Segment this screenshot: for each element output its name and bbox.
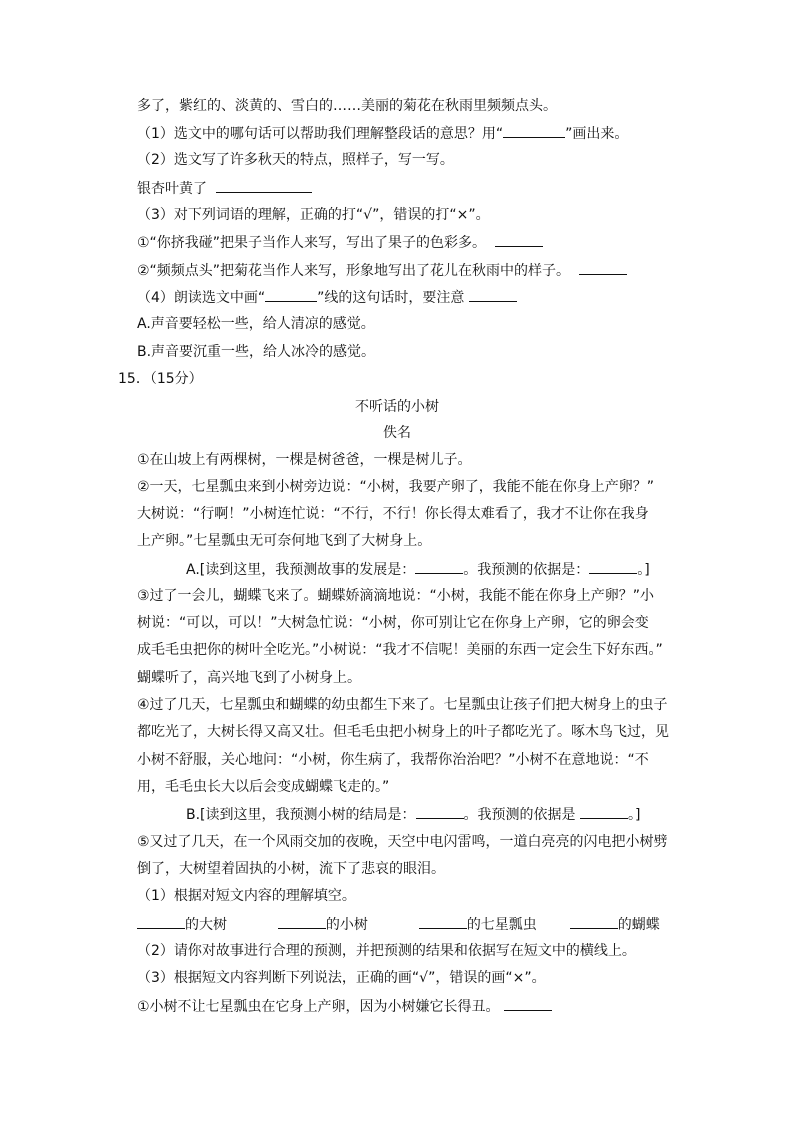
paragraph-3-line-2: 树说：“可以，可以！”大树急忙说：“小树，你可别让它在你身上产卵，它的卵会变 xyxy=(137,615,649,631)
sub-question-3-item-1 xyxy=(137,996,552,1016)
answer-blank[interactable] xyxy=(469,287,517,302)
story-title: 不听话的小树 xyxy=(355,399,439,415)
question-1-end: ”画出来。 xyxy=(565,126,629,142)
question-3: （3）对下列词语的理解，正确的打“√”，错误的打“×”。 xyxy=(137,207,490,223)
answer-blank[interactable] xyxy=(503,123,565,138)
note-text: 。] xyxy=(637,562,650,578)
paragraph-3-line-1: ③过了一会儿，蝴蝶飞来了。蝴蝶娇滴滴地说：“小树，我能不能在你身上产卵？”小 xyxy=(137,588,655,604)
paragraph-2-line-1: ②一天，七星瓢虫来到小树旁边说：“小树，我要产卵了，我能不能在你身上产卵？” xyxy=(137,479,655,495)
question-4-text-a: （4）朗读选文中画“ xyxy=(137,290,266,306)
example-text: 银杏叶黄了 xyxy=(137,181,207,197)
paragraph-4-line-4: 用，毛毛虫长大以后会变成蝴蝶飞走的。” xyxy=(137,779,390,795)
paragraph-5-line-1: ⑤又过了几天，在一个风雨交加的夜晚，天空中电闪雷鸣，一道白亮亮的闪电把小树劈 xyxy=(137,834,668,850)
question-2: （2）选文写了许多秋天的特点，照样子，写一写。 xyxy=(137,152,454,168)
item-text: ①“你挤我碰”把果子当作人来写，写出了果子的色彩多。 xyxy=(137,235,487,251)
note-text: 。] xyxy=(627,807,641,823)
paragraph-2-line-3: 上产卵。”七星瓢虫无可奈何地飞到了大树身上。 xyxy=(137,533,432,549)
question-2-example xyxy=(137,178,312,198)
answer-blank[interactable] xyxy=(265,287,317,302)
passage-last-line: 多了，紫红的、淡黄的、雪白的……美丽的菊花在秋雨里频频点头。 xyxy=(137,98,557,114)
note-text: 。我预测的依据是 xyxy=(463,807,576,823)
answer-blank[interactable] xyxy=(570,914,618,929)
answer-blank[interactable] xyxy=(416,804,464,819)
note-text: B.[读到这里，我预测小树的结局是： xyxy=(186,807,416,823)
paragraph-4-line-3: 小树不舒服，关心地问：“小树，你生病了，我帮你治治吧？”小树不在意地说：“不 xyxy=(137,752,649,768)
sub-question-3: （3）根据短文内容判断下列说法，正确的画“√”，错误的画“×”。 xyxy=(137,970,546,986)
prediction-note-b xyxy=(186,804,640,824)
answer-blank[interactable] xyxy=(216,178,312,193)
paragraph-5-line-2: 倒了，大树望着固执的小树，流下了悲哀的眼泪。 xyxy=(137,861,445,877)
question-3-item-2 xyxy=(137,260,627,280)
answer-blank[interactable] xyxy=(415,559,463,574)
answer-blank[interactable] xyxy=(504,996,552,1011)
fill-label: 的七星瓢虫 xyxy=(466,917,537,933)
answer-blank[interactable] xyxy=(589,559,637,574)
paragraph-1: ①在山坡上有两棵树，一棵是树爸爸，一棵是树儿子。 xyxy=(137,452,472,468)
fill-label: 的蝴蝶 xyxy=(617,917,660,933)
option-a: A.声音要轻松一些，给人清凉的感觉。 xyxy=(137,316,375,332)
question-4 xyxy=(137,287,517,307)
answer-blank[interactable] xyxy=(579,260,627,275)
answer-blank[interactable] xyxy=(580,804,628,819)
question-1 xyxy=(137,123,628,143)
note-text: A.[读到这里，我预测故事的发展是： xyxy=(186,562,416,578)
paragraph-3-line-3: 成毛毛虫把你的树叶全吃光。”小树说：“我才不信呢！美丽的东西一定会生下好东西。” xyxy=(137,642,663,658)
paragraph-2-line-2: 大树说：“行啊！”小树连忙说：“不行，不行！你长得太难看了，我才不让你在我身 xyxy=(137,506,649,522)
fill-label: 的大树 xyxy=(185,917,227,933)
item-text: ①小树不让七星瓢虫在它身上产卵，因为小树嫌它长得丑。 xyxy=(137,999,500,1015)
paragraph-4-line-2: 都吃光了，大树长得又高又壮。但毛毛虫把小树身上的叶子都吃光了。啄木鸟飞过，见 xyxy=(137,724,669,740)
prediction-note-a xyxy=(186,559,650,579)
paragraph-4-line-1: ④过了几天，七星瓢虫和蝴蝶的幼虫都生下来了。七星瓢虫让孩子们把大树身上的虫子 xyxy=(137,697,668,713)
item-text: ②“频频点头”把菊花当作人来写，形象地写出了花儿在秋雨中的样子。 xyxy=(137,263,571,279)
question-15-number: 15．（15分） xyxy=(118,371,203,387)
question-4-text-b: ”线的这句话时，要注意 xyxy=(317,290,465,306)
question-1-text: （1）选文中的哪句话可以帮助我们理解整段话的意思？用“ xyxy=(137,126,504,142)
answer-blank[interactable] xyxy=(495,232,543,247)
answer-blank[interactable] xyxy=(137,914,185,929)
fill-label: 的小树 xyxy=(325,917,368,933)
option-b: B.声音要沉重一些，给人冰冷的感觉。 xyxy=(137,344,376,360)
question-3-item-1 xyxy=(137,232,543,252)
story-author: 佚名 xyxy=(383,425,411,441)
fill-row xyxy=(137,914,660,934)
paragraph-3-line-4: 蝴蝶听了，高兴地飞到了小树身上。 xyxy=(137,670,361,686)
answer-blank[interactable] xyxy=(278,914,326,929)
answer-blank[interactable] xyxy=(419,914,467,929)
sub-question-1: （1）根据对短文内容的理解填空。 xyxy=(137,888,356,904)
sub-question-2: （2）请你对故事进行合理的预测，并把预测的结果和依据写在短文中的横线上。 xyxy=(137,943,636,959)
note-text: 。我预测的依据是： xyxy=(463,562,590,578)
